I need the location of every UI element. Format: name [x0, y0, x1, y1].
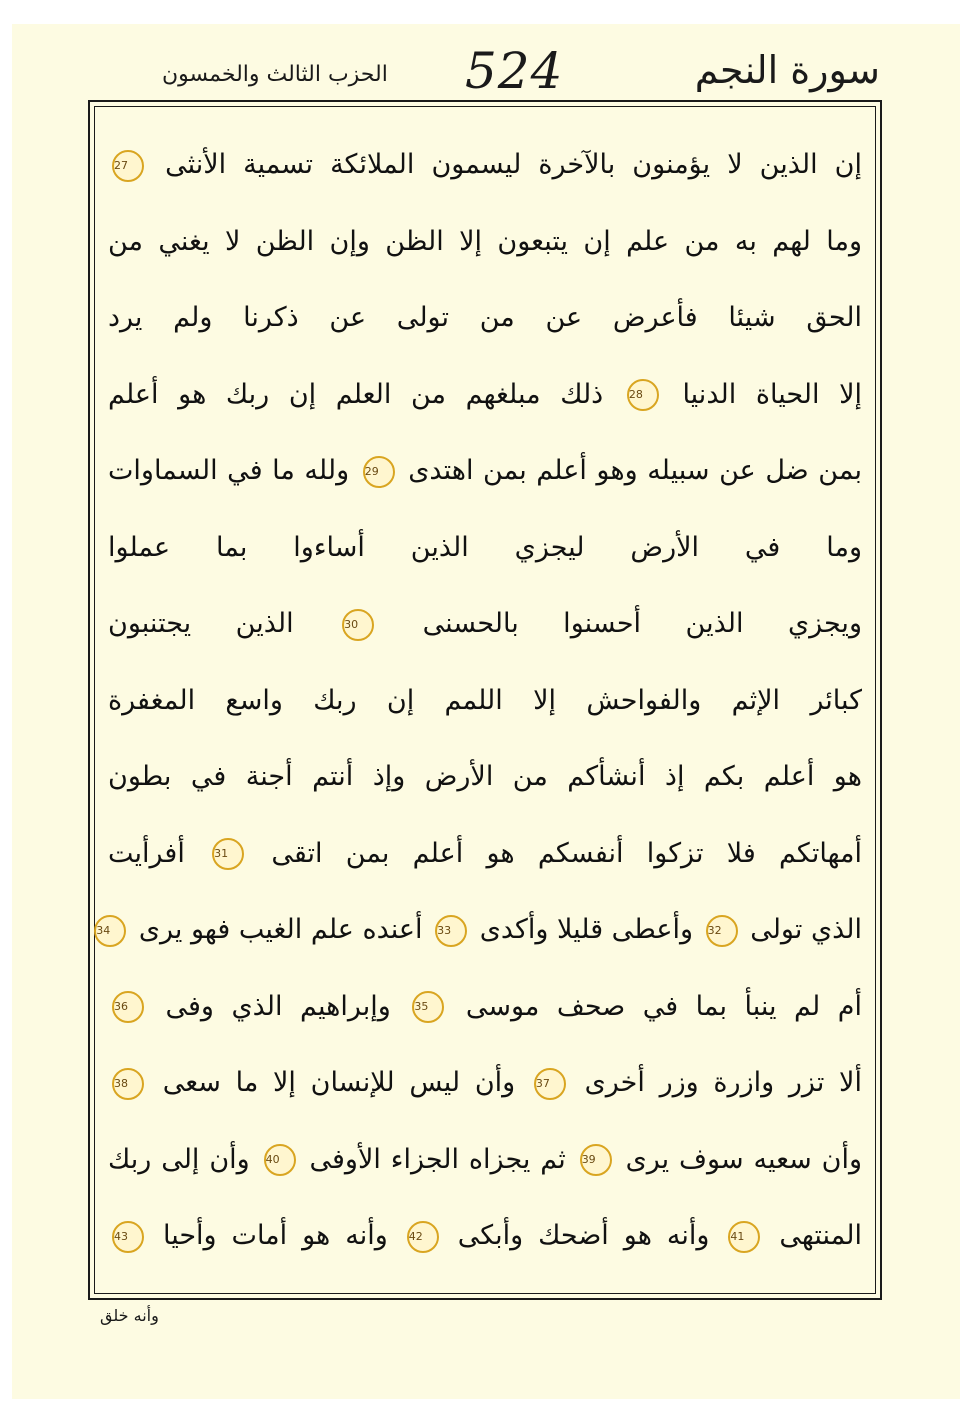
verse-text: ذلك مبلغهم من العلم إن ربك هو أعلم [108, 378, 604, 410]
verse-text: وأن سعيه سوف يرى [625, 1143, 863, 1175]
ayah-number-marker: 34 [94, 915, 126, 947]
verse-line [108, 362, 862, 428]
verse-text-block [96, 132, 863, 1282]
verse-text: هو أعلم بكم إذ أنشأكم من الأرض وإذ أنتم أجنة في بطون [108, 761, 862, 792]
ayah-number-marker: 33 [435, 915, 467, 947]
ayah-number-marker: 31 [212, 838, 244, 870]
verse-text: وما لهم به من علم إن يتبعون إلا الظن وإن الظن لا يغني من [108, 225, 862, 257]
verse-text: الذين يجتنبون [108, 608, 294, 639]
verse-text: ألا تزر وازرة وزر أخرى [584, 1067, 862, 1098]
verse-text: كبائر الإثم والفواحش إلا اللمم إن ربك واسع المغفرة [108, 684, 862, 716]
verse-text: الذي تولى [750, 914, 862, 945]
verse-text: بمن ضل عن سبيله وهو أعلم بمن اهتدى [408, 455, 862, 486]
verse-text: ثم يجزاه الجزاء الأوفى [309, 1143, 566, 1175]
verse-text: وأعطى قليلا وأكدى [479, 914, 693, 945]
verse-text: وأنه هو أضحك وأبكى [457, 1220, 710, 1251]
verse-line [108, 132, 862, 198]
verse-text: أم لم ينبأ بما في صحف موسى [465, 990, 862, 1022]
ayah-number-marker: 27 [112, 150, 144, 182]
verse-text: أمهاتكم فلا تزكوا أنفسكم هو أعلم بمن اتقى [271, 837, 862, 869]
verse-text: وإبراهيم الذي وفى [165, 990, 391, 1022]
verse-text: أعنده علم الغيب فهو يرى [138, 914, 423, 945]
verse-line [108, 1127, 862, 1193]
verse-text: إن الذين لا يؤمنون بالآخرة ليسمون الملائكة تسمية الأنثى [165, 149, 862, 180]
verse-line [108, 668, 862, 734]
verse-text: إلا الحياة الدنيا [682, 378, 863, 410]
ayah-number-marker: 42 [407, 1221, 439, 1253]
verse-line [108, 209, 862, 275]
ayah-number-marker: 36 [112, 991, 144, 1023]
ayah-number-marker: 39 [580, 1144, 612, 1176]
catchword: وأنه خلق [100, 1306, 159, 1325]
verse-text: وأنه هو أمات وأحيا [162, 1220, 388, 1251]
hizb-label: الحزب الثالث والخمسون [162, 62, 388, 87]
verse-line [108, 438, 862, 504]
verse-text: أفرأيت [108, 837, 185, 869]
ayah-number-marker: 35 [412, 991, 444, 1023]
ayah-number-marker: 38 [112, 1068, 144, 1100]
ayah-number-marker: 41 [728, 1221, 760, 1253]
ayah-number-marker: 43 [112, 1221, 144, 1253]
ayah-number-marker: 32 [706, 915, 738, 947]
verse-text: ولله ما في السماوات [108, 455, 350, 486]
verse-line [108, 591, 862, 657]
verse-line [96, 897, 862, 963]
verse-line [108, 744, 862, 810]
verse-text: وأن إلى ربك [108, 1143, 250, 1175]
verse-line [108, 821, 862, 887]
page-number: 524 [465, 42, 564, 100]
verse-text: وما في الأرض ليجزي الذين أساءوا بما عملوا [108, 531, 862, 563]
verse-line [108, 974, 862, 1040]
ayah-number-marker: 30 [342, 609, 374, 641]
verse-line [108, 1203, 862, 1269]
verse-line [108, 515, 862, 581]
ayah-number-marker: 29 [363, 456, 395, 488]
ayah-number-marker: 40 [264, 1144, 296, 1176]
surah-title: سورة النجم [694, 48, 880, 92]
verse-text: الحق شيئا فأعرض عن من تولى عن ذكرنا ولم يرد [108, 302, 862, 333]
verse-text: المنتهى [779, 1220, 862, 1251]
ayah-number-marker: 37 [534, 1068, 566, 1100]
verse-text: وأن ليس للإنسان إلا ما سعى [162, 1067, 516, 1098]
verse-text: ويجزي الذين أحسنوا بالحسنى [422, 608, 862, 639]
ayah-number-marker: 28 [627, 379, 659, 411]
verse-line [108, 285, 862, 351]
verse-line [108, 1050, 862, 1116]
